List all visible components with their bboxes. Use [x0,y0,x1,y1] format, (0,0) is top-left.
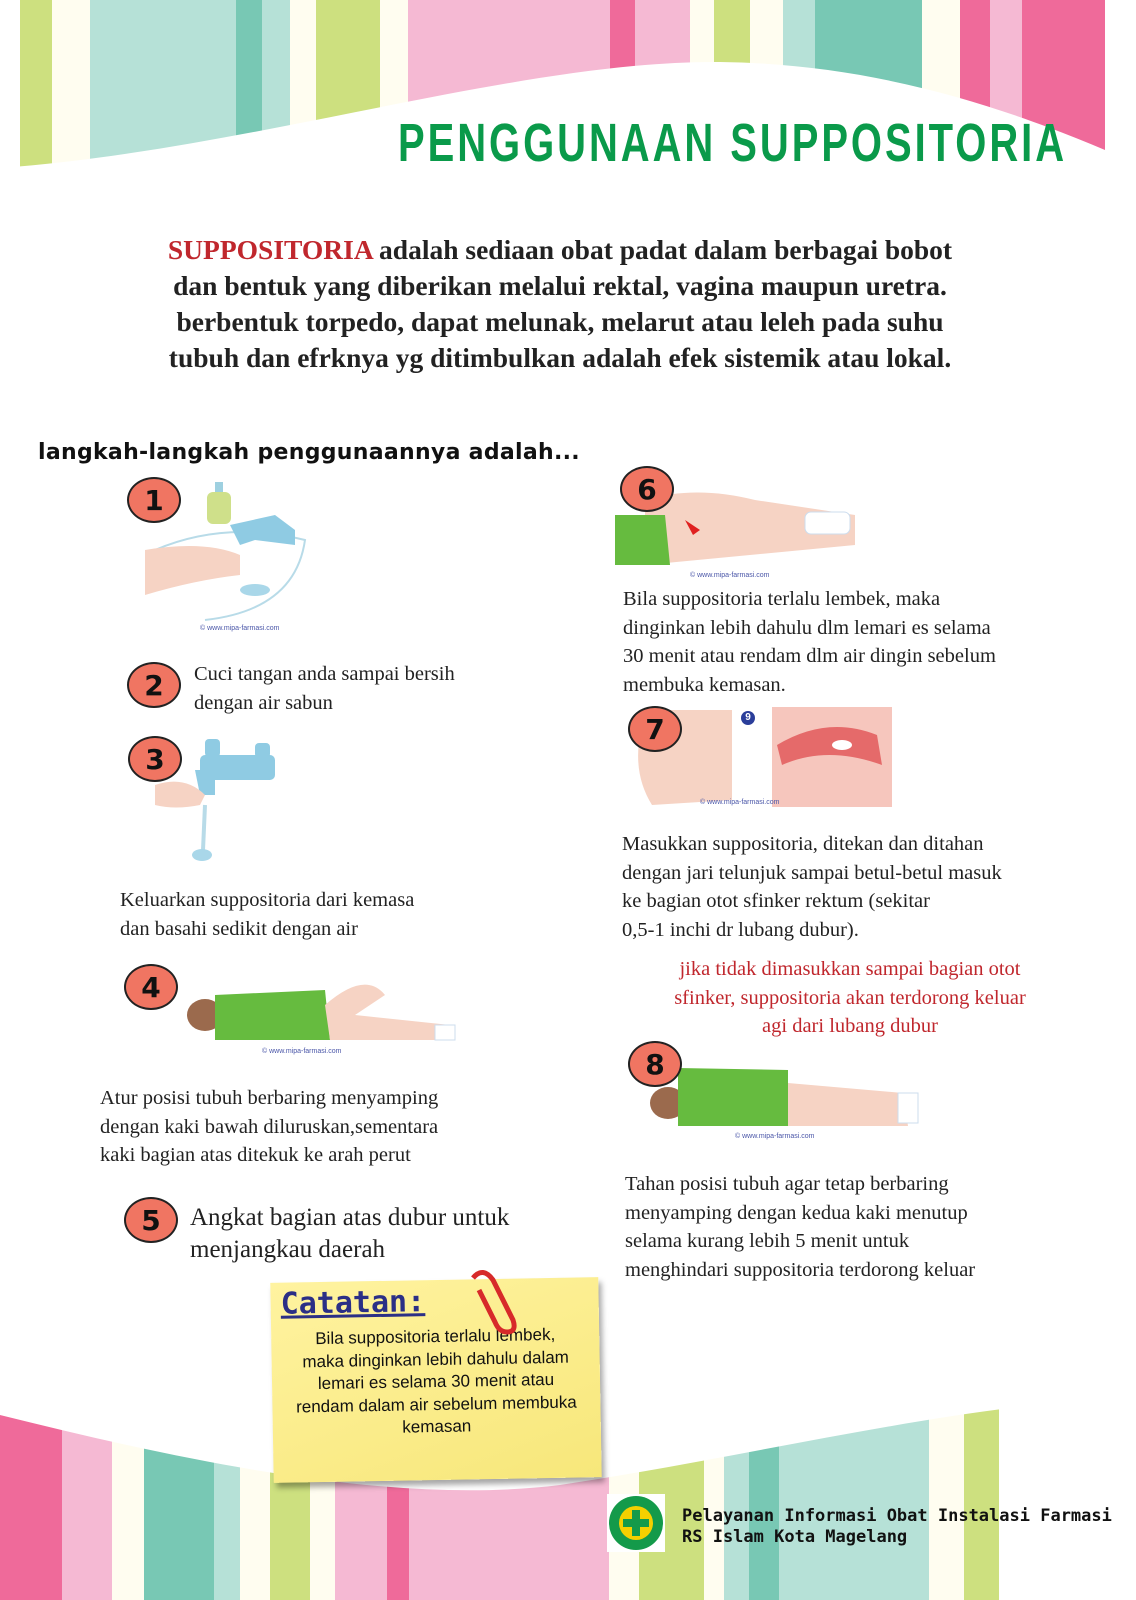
step-text-line: dengan jari telunjuk sampai betul-betul masuk [622,861,1002,884]
intro-line: berbentuk torpedo, dapat melunak, melarut atau leleh pada suhu [176,306,944,337]
note-line: Bila suppositoria terlalu lembek, [315,1324,556,1349]
step-badge-7: 7 [628,706,682,752]
note-line: rendam dalam air sebelum membuka [295,1392,577,1416]
step-text-line: membuka kemasan. [623,673,786,696]
paperclip-icon [465,1268,525,1338]
step-text-line: Angkat bagian atas dubur untuk [190,1204,510,1231]
step-text-line: selama kurang lebih 5 menit untuk [625,1230,910,1252]
intro-line: dan bentuk yang diberikan melalui rektal, vagina maupun uretra. [173,270,947,301]
step-badge-3: 3 [128,736,182,782]
steps-heading: langkah-langkah penggunaannya adalah... [38,440,580,465]
step-text-line: Keluarkan suppositoria dari kemasa [120,889,415,911]
footer-line-2: RS Islam Kota Magelang [682,1527,908,1547]
note-line: lemari es selama 30 menit atau [317,1369,555,1394]
warning-line: jika tidak dimasukkan sampai bagian otot [679,958,1021,980]
intro-line: adalah sediaan obat padat dalam berbagai bobot [372,234,953,265]
image-credit: © www.mipa-farmasi.com [200,625,280,632]
image-credit: © www.mipa-farmasi.com [735,1133,815,1140]
step-text-line: 0,5-1 inchi dr lubang dubur). [622,918,859,941]
step-text-line: Masukkan suppositoria, ditekan dan ditahan [622,833,984,855]
step-text-line: 30 menit atau rendam dlm air dingin sebelum [623,645,996,667]
step-text-line: dengan kaki bawah diluruskan,sementara [100,1115,439,1138]
intro-line: tubuh dan efrknya yg ditimbulkan adalah efek sistemik atau lokal. [168,342,952,373]
step-badge-4: 4 [124,964,178,1010]
step-text-line: ke bagian otot sfinker rektum (sekitar [622,890,930,912]
image-credit: © www.mipa-farmasi.com [262,1048,342,1055]
side-lying-bent-knee-illustration [185,970,460,1050]
step-badge-6: 6 [620,466,674,512]
side-lying-straight-illustration [648,1058,923,1133]
step-text-line: dinginkan lebih dahulu dlm lemari es selama [623,616,991,639]
intro-paragraph [90,232,1030,376]
step-5-text [190,1202,509,1266]
step-8-text [625,1170,975,1284]
step-text-line: Cuci tangan anda sampai bersih [194,663,455,685]
step-7-text [622,830,1002,944]
hospital-logo [607,1494,665,1552]
warning-line: agi dari lubang dubur [762,1015,938,1037]
intro-highlight: SUPPOSITORIA [167,234,373,265]
step-badge-1: 1 [127,477,181,523]
step-text-line: dengan air sabun [194,691,333,714]
footer-text [682,1506,1112,1548]
step-text-line: Atur posisi tubuh berbaring menyamping [100,1087,439,1109]
image-credit: © www.mipa-farmasi.com [700,799,780,806]
note-body [271,1323,601,1441]
step-6-text [623,585,996,699]
step-text-line: menyamping dengan kedua kaki menutup [625,1201,968,1224]
step-badge-8: 8 [628,1041,682,1087]
note-card [270,1277,601,1483]
note-line: maka dinginkan lebih dahulu dalam [302,1347,570,1371]
step-text-line: dan basahi sedikit dengan air [120,917,358,940]
footer-line-1: Pelayanan Informasi Obat Instalasi Farmasi [682,1506,1112,1526]
step-2-text [194,660,455,717]
step-badge-2: 2 [127,662,181,708]
image-credit: © www.mipa-farmasi.com [690,572,770,579]
step-text-line: menjangkau daerah [190,1236,386,1263]
warning-line: sfinker, suppositoria akan terdorong keluar [674,986,1026,1009]
page-title: PENGGUNAAN SUPPOSITORIA [398,113,1068,173]
step-text-line: Tahan posisi tubuh agar tetap berbaring [625,1173,949,1195]
step-3-text [120,886,414,943]
step-4-text [100,1084,438,1170]
note-line: kemasan [402,1416,472,1437]
step-text-line: Bila suppositoria terlalu lembek, maka [623,588,941,610]
step-text-line: kaki bagian atas ditekuk ke arah perut [100,1144,411,1166]
step-7-warning [620,955,1080,1041]
step-badge-5: 5 [124,1197,178,1243]
note-title: Catatan: [280,1284,426,1322]
step-text-line: menghindari suppositoria terdorong keluar [625,1258,976,1281]
figure-number-badge: 9 [741,711,755,725]
